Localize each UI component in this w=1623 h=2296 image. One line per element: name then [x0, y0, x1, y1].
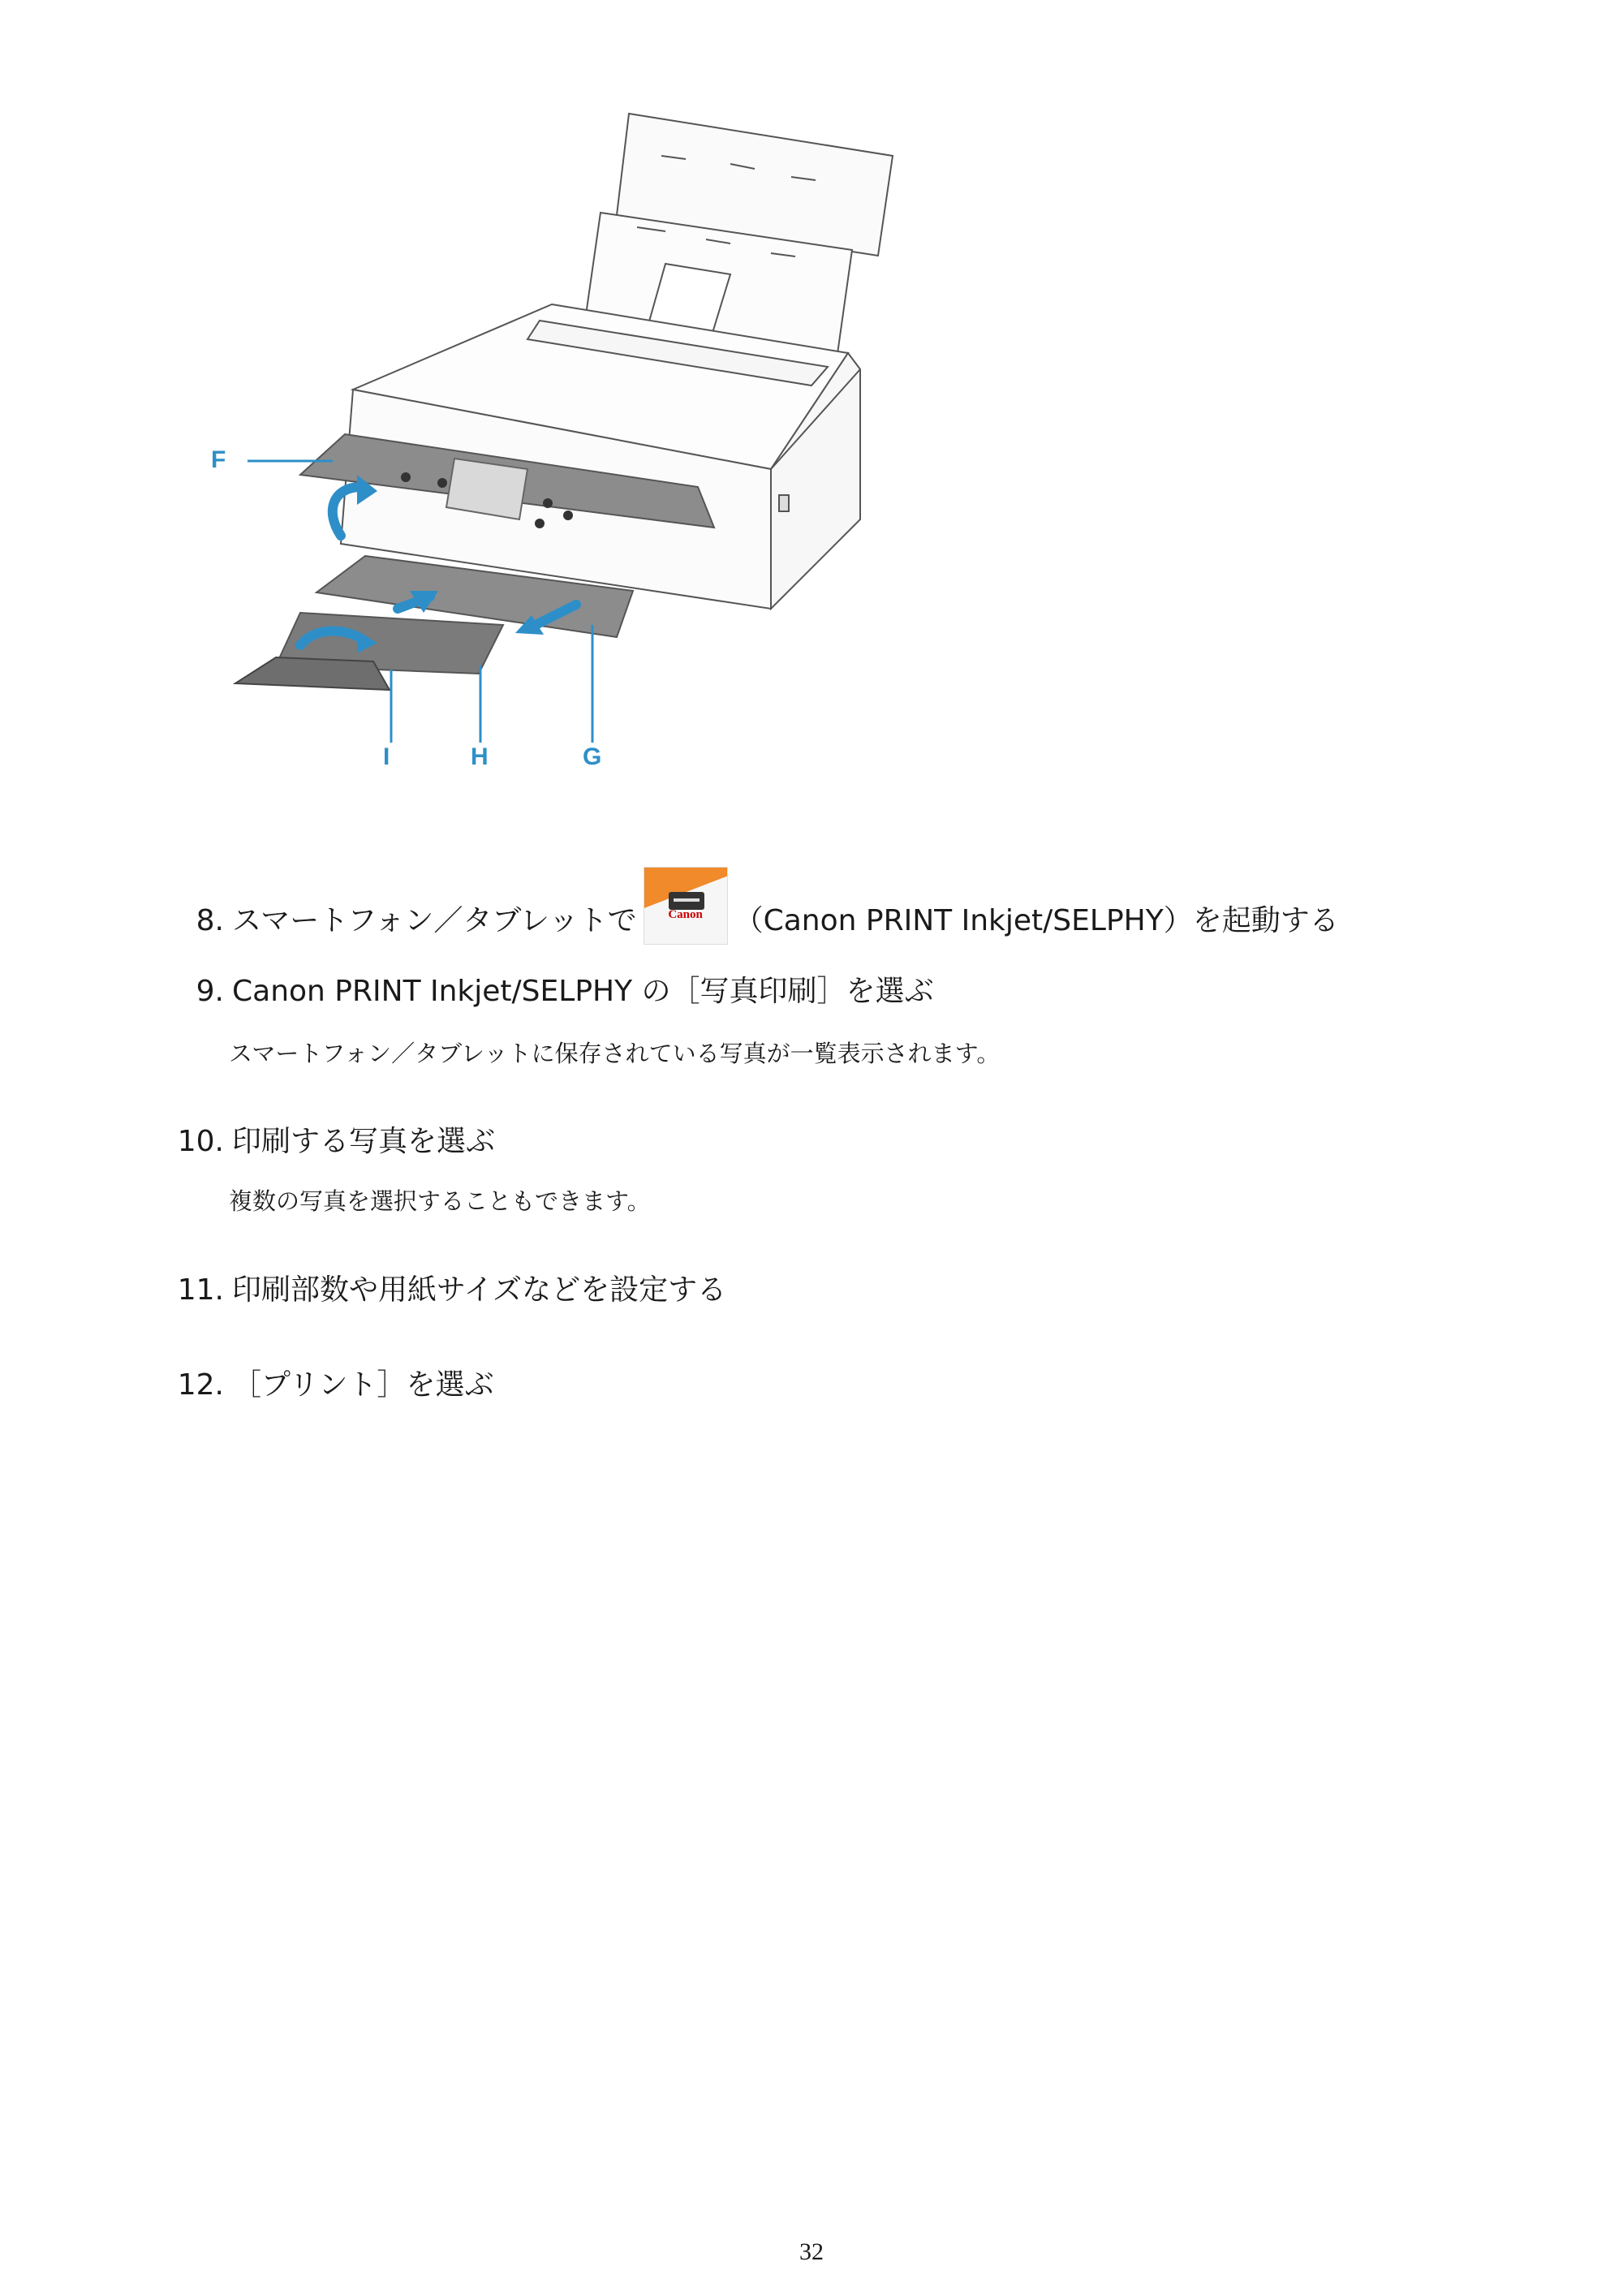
step-text-before-icon: スマートフォン／タブレットで: [232, 904, 637, 937]
app-icon-brand: Canon: [668, 908, 703, 921]
step-12: [154, 1368, 494, 1403]
step-11: [154, 1273, 726, 1308]
step-9: [154, 974, 934, 1010]
step-text: 印刷部数や用紙サイズなどを設定する: [232, 1273, 727, 1307]
step-10-note: 複数の写真を選択することもできます。: [229, 1187, 651, 1215]
callout-i: I: [383, 743, 390, 770]
output-paper-support: [235, 657, 390, 690]
step-number: 9.: [196, 975, 224, 1008]
callout-h: H: [471, 743, 489, 770]
step-number: 12.: [177, 1368, 224, 1402]
step-text: 印刷する写真を選ぶ: [232, 1125, 496, 1158]
step-text: ［プリント］を選ぶ: [232, 1368, 494, 1402]
callout-g: G: [583, 743, 602, 770]
printer-illustration: [211, 106, 941, 779]
step-text: Canon PRINT Inkjet/SELPHY の［写真印刷］を選ぶ: [232, 975, 934, 1008]
step-9-note: スマートフォン／タブレットに保存されている写真が一覧表示されます。: [229, 1040, 1001, 1067]
canon-print-app-icon: [644, 867, 728, 945]
step-10: [154, 1124, 495, 1160]
step-text-after-icon: （Canon PRINT Inkjet/SELPHY）を起動する: [734, 904, 1339, 937]
callout-f: F: [211, 446, 226, 473]
printer-diagram: [211, 106, 941, 779]
step-number: 8.: [196, 904, 224, 937]
step-number: 10.: [177, 1125, 224, 1158]
page-number: 32: [799, 2238, 824, 2265]
step-number: 11.: [177, 1273, 224, 1307]
step-8: [154, 867, 1339, 945]
